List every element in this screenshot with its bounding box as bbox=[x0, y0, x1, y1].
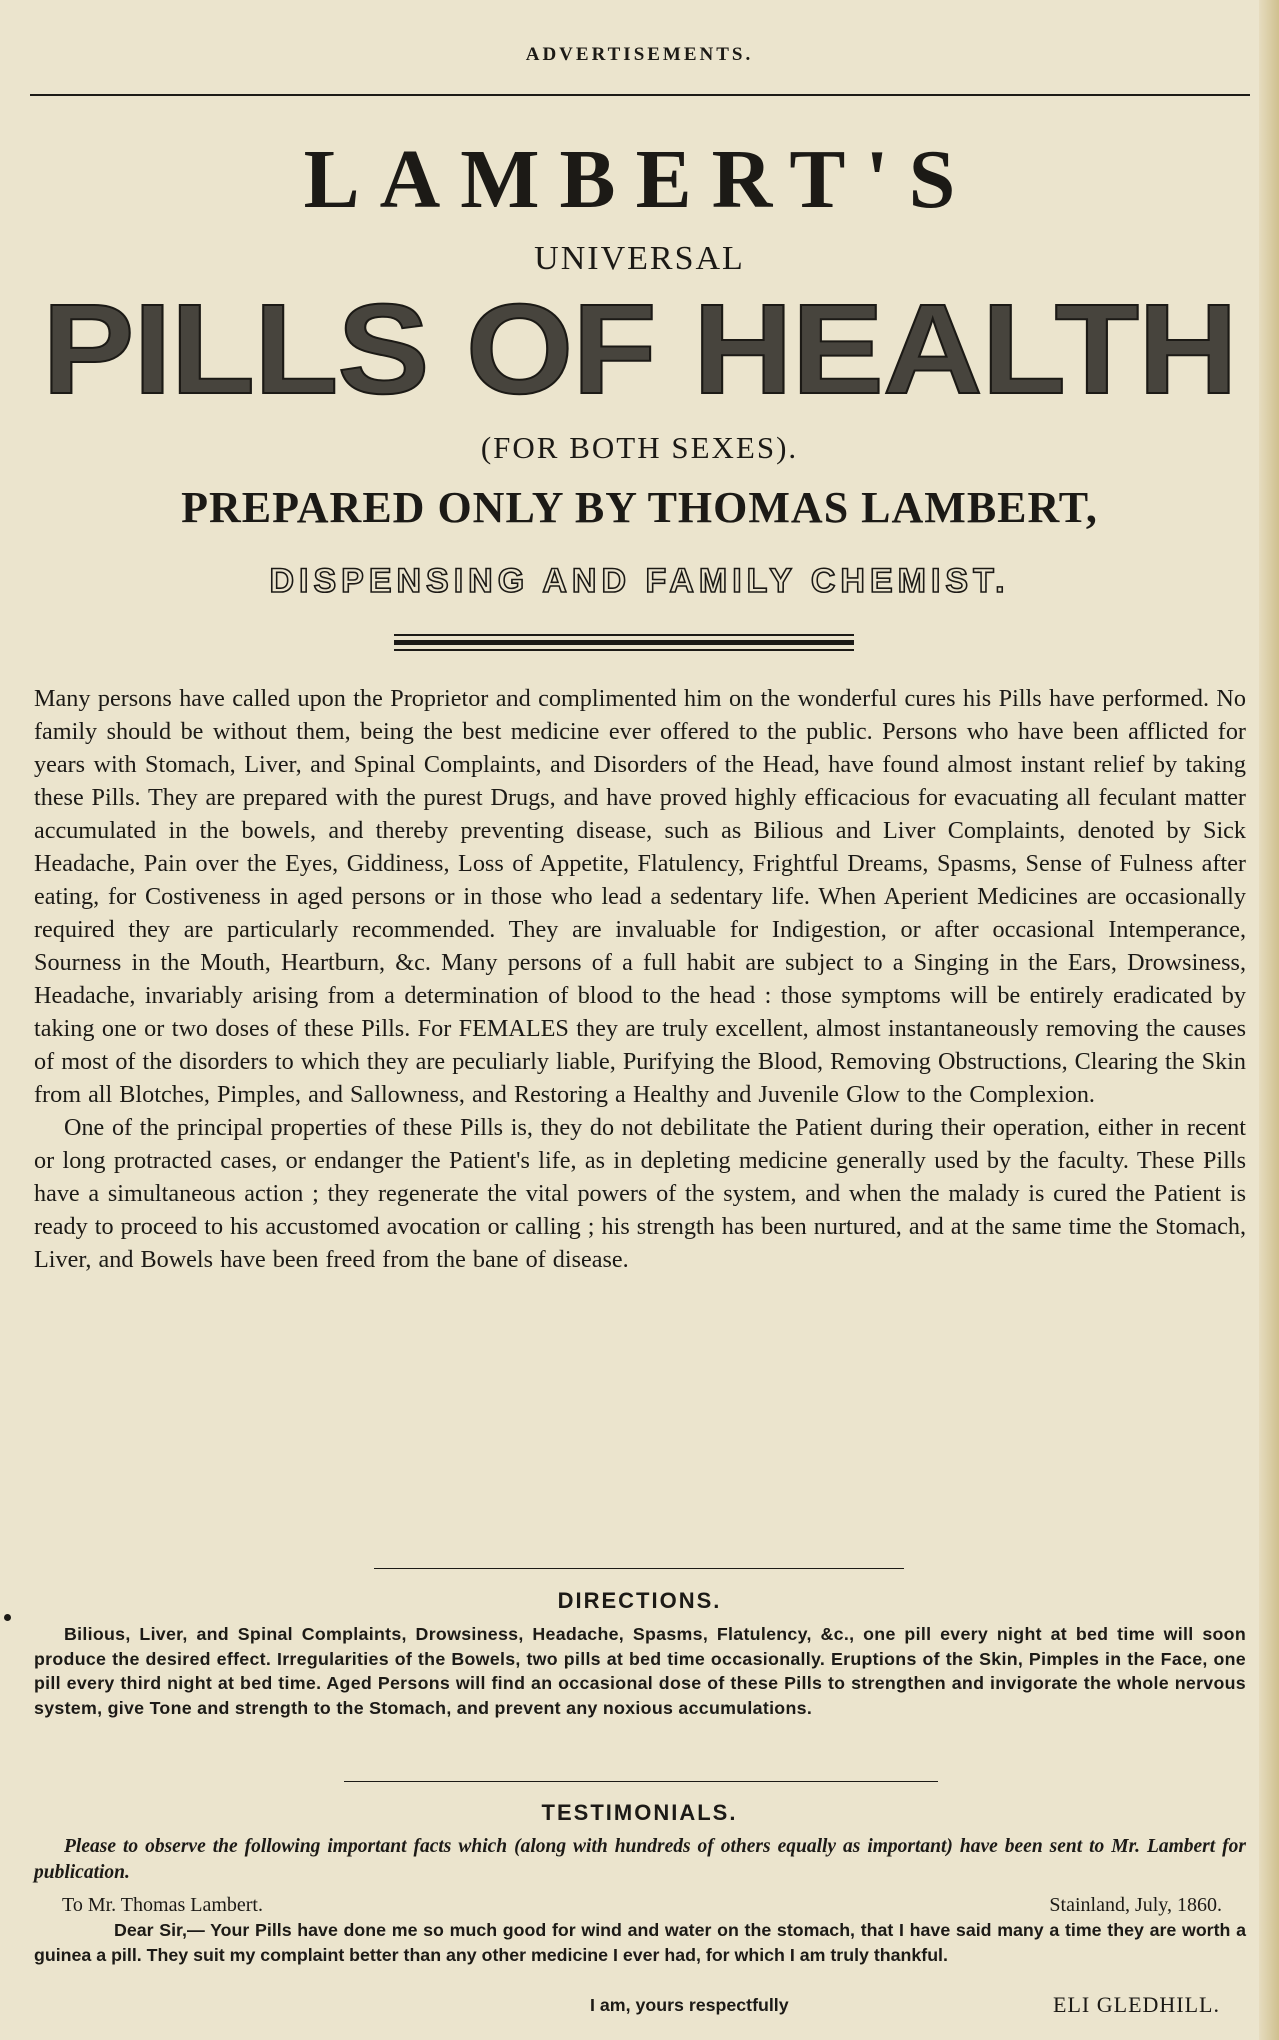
letter-body bbox=[34, 1918, 1246, 1967]
body-paragraph-1: Many persons have called upon the Proprietor and complimented him on the wonderful cures his Pills have performed. No family should be without them, being the best medicine ever offered to the public. Persons who have been afflicted for years with Stomach, Liver, and Spinal Complaints, and Disorders of the Head, have found almost instant relief by taking these Pills. They are prepared with the purest Drugs, and have proved highly efficacious for evacuating all feculant matter accumulated in the bowels, and thereby preventing disease, such as Bilious and Liver Complaints, denoted by Sick Headache, Pain over the Eyes, Giddiness, Loss of Appetite, Flatulency, Frightful Dreams, Spasms, Sense of Fulness after eating, for Costiveness in aged persons or in those who lead a sedentary life. When Aperient Medicines are occasionally required they are particularly recommended. They are invaluable for Indigestion, or after occasional Intemperance, Sourness in the Mouth, Heartburn, &c. Many persons of a full habit are subject to a Singing in the Ears, Drowsiness, Headache, invariably arising from a determination of blood to the head : those symptoms will be entirely eradicated by taking one or two doses of these Pills. For FEMALES they are truly excellent, almost instantaneously removing the causes of most of the disorders to which they are peculiarly liable, Purifying the Blood, Removing Obstructions, Clearing the Skin from all Blotches, Pimples, and Sallowness, and Restoring a Healthy and Juvenile Glow to the Complexion. bbox=[34, 685, 1246, 1108]
ornament-rule-middle bbox=[394, 640, 854, 645]
margin-dot bbox=[4, 1614, 11, 1621]
headline-name: LAMBERT'S bbox=[303, 133, 976, 226]
headline-universal: UNIVERSAL bbox=[534, 240, 745, 277]
letter-closing: I am, yours respectfully bbox=[590, 1995, 789, 2015]
letter-addressee: To Mr. Thomas Lambert. bbox=[62, 1894, 263, 1916]
testimonials-top-rule bbox=[344, 1781, 938, 1782]
running-head: ADVERTISEMENTS. bbox=[525, 44, 754, 65]
letter-signoff bbox=[590, 1992, 1220, 2018]
testimonials-intro bbox=[34, 1834, 1246, 1886]
headline-product: PILLS OF HEALTH bbox=[42, 278, 1237, 421]
headline-prepared-by: PREPARED ONLY BY THOMAS LAMBERT, bbox=[181, 483, 1098, 532]
testimonials-title: TESTIMONIALS. bbox=[541, 1800, 738, 1825]
header-rule bbox=[30, 94, 1250, 96]
letter-heading bbox=[62, 1892, 1222, 1918]
letter-signature: ELI GLEDHILL. bbox=[1053, 1992, 1220, 2017]
testimonials-intro-text: Please to observe the following important facts which (along with hundreds of others equally as important) have been sent to Mr. Lambert for publication. bbox=[34, 1836, 1246, 1883]
letter-paragraph: Dear Sir,— Your Pills have done me so much good for wind and water on the stomach, that I have said many a time they are worth a guinea a pill. They suit my complaint better than any other medicine I ever had, for which I am truly thankful. bbox=[34, 1920, 1246, 1965]
advertisement-body bbox=[34, 682, 1246, 1276]
directions-top-rule bbox=[374, 1568, 904, 1569]
directions-body bbox=[34, 1622, 1246, 1720]
directions-title: DIRECTIONS. bbox=[557, 1588, 722, 1613]
ornament-rule-bottom bbox=[394, 649, 854, 651]
directions-paragraph: Bilious, Liver, and Spinal Complaints, Drowsiness, Headache, Spasms, Flatulency, &c., one pill every night at bed time will soon produce the desired effect. Irregularities of the Bowels, two pills at bed time occasionally. Eruptions of the Skin, Pimples in the Face, one pill every third night at bed time. Aged Persons will find an occasional dose of these Pills to strengthen and invigorate the whole nervous system, give Tone and strength to the Stomach, and prevent any noxious accumulations. bbox=[34, 1624, 1246, 1718]
letter-place-date: Stainland, July, 1860. bbox=[1049, 1894, 1222, 1916]
headline-audience: (FOR BOTH SEXES). bbox=[480, 430, 799, 465]
headline-occupation: DISPENSING AND FAMILY CHEMIST. bbox=[269, 562, 1010, 600]
body-paragraph-2: One of the principal properties of these Pills is, they do not debilitate the Patient during their operation, either in recent or long protracted cases, or endanger the Patient's life, as in depleting medicine generally used by the faculty. These Pills have a simultaneous action ; they regenerate the vital powers of the system, and when the malady is cured the Patient is ready to proceed to his accustomed avocation or calling ; his strength has been nurtured, and at the same time the Stomach, Liver, and Bowels have been freed from the bane of disease. bbox=[34, 1114, 1246, 1273]
ornament-rule-top bbox=[394, 634, 854, 636]
